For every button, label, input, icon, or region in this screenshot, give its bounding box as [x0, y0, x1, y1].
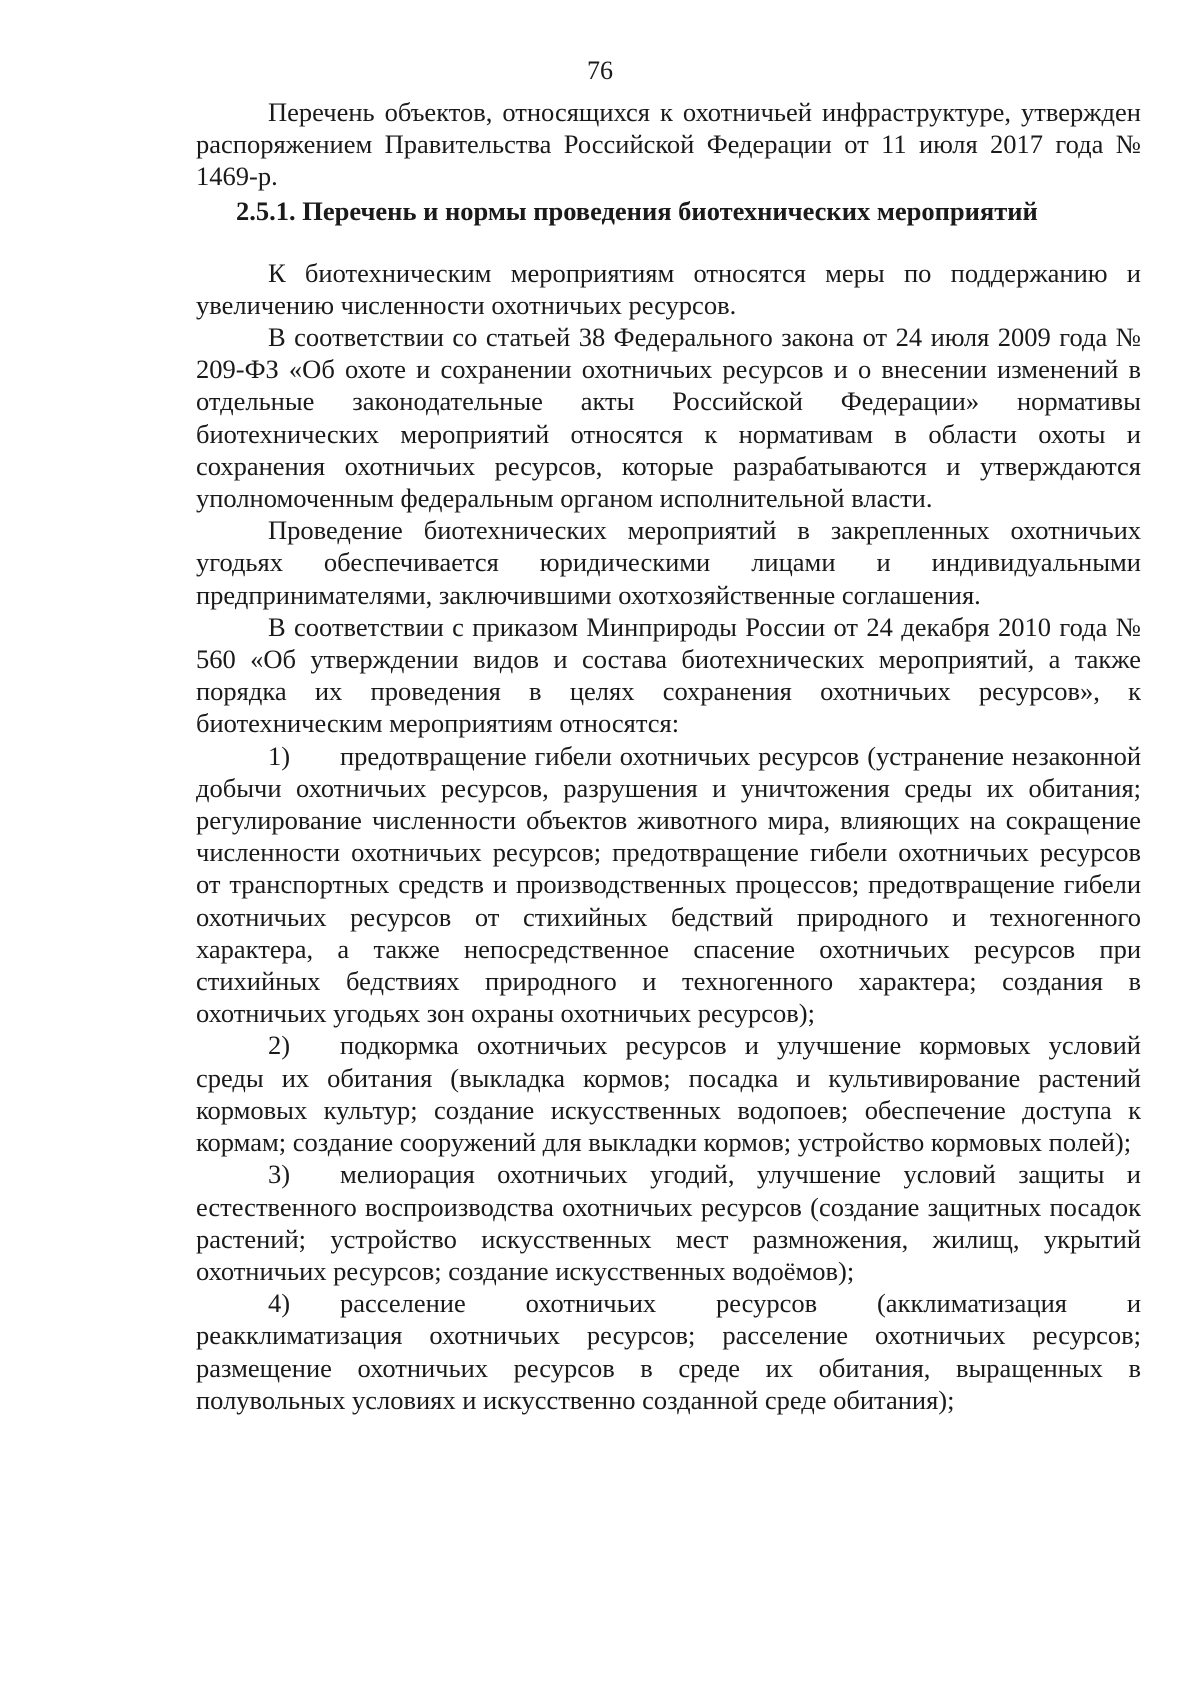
body-paragraph: В соответствии со статьей 38 Федерального закона от 24 июля 2009 года № 209-ФЗ «Об охоте и сохранении охотничьих ресурсов и о внесении изменений в отдельные законодательные акты Российской Федерации» нормативы биотехнических мероприятий относятся к нормативам в области охоты и сохранения охотничьих ресурсов, которые разрабатываются и утверждаются уполномоченным федеральным органом исполнительной власти.	[196, 322, 1141, 514]
body-paragraph: Проведение биотехнических мероприятий в закрепленных охотничьих угодьях обеспечивается юридическими лицами и индивидуальными предпринимателями, заключившими охотхозяйственные соглашения.	[196, 515, 1141, 610]
section-heading: 2.5.1. Перечень и нормы проведения биотехнических мероприятий	[236, 195, 1038, 226]
document-body	[196, 96, 1141, 1416]
body-paragraph: К биотехническим мероприятиям относятся меры по поддержанию и увеличению численности охотничьих ресурсов.	[196, 257, 1141, 320]
list-item	[196, 1029, 1141, 1158]
list-item-text: подкормка охотничьих ресурсов и улучшение кормовых условий среды их обитания (выкладка кормов; посадка и культивирование растений кормовых культур; создание искусственных водопоев; обеспечение доступа к кормам; создание сооружений для выкладки кормов; устройство кормовых полей);	[196, 1030, 1141, 1158]
body-paragraph: В соответствии с приказом Минприроды России от 24 декабря 2010 года № 560 «Об утверждении видов и состава биотехнических мероприятий, а также порядка их проведения в целях сохранения охотничьих ресурсов», к биотехническим мероприятиям относятся:	[196, 611, 1141, 739]
list-item-number: 4)	[268, 1288, 291, 1319]
list-item-number: 1)	[268, 740, 291, 771]
page-number: 76	[587, 56, 613, 85]
list-item	[196, 1287, 1141, 1416]
list-item-text: мелиорация охотничьих угодий, улучшение условий защиты и естественного воспроизводства охотничьих ресурсов (создание защитных посадок растений; устройство искусственных мест размножения, жилищ, укрытий охотничьих ресурсов; создание искусственных водоёмов);	[196, 1159, 1141, 1286]
list-item	[196, 1158, 1141, 1287]
list-item-text: расселение охотничьих ресурсов (акклиматизация и реакклиматизация охотничьих ресурсов; расселение охотничьих ресурсов; размещение охотничьих ресурсов в среде их обитания, выращенных в полувольных условиях и искусственно созданной среде обитания);	[196, 1288, 1141, 1415]
list-item-number: 2)	[268, 1030, 291, 1061]
list-item	[196, 740, 1141, 1030]
intro-paragraph: Перечень объектов, относящихся к охотничьей инфраструктуре, утвержден распоряжением Правительства Российской Федерации от 11 июля 2017 года № 1469-р.	[196, 97, 1141, 192]
list-item-number: 3)	[268, 1159, 291, 1190]
list-item-text: предотвращение гибели охотничьих ресурсов (устранение незаконной добычи охотничьих ресурсов, разрушения и уничтожения среды их обитания; регулирование численности объектов животного мира, влияющих на сокращение численности охотничьих ресурсов; предотвращение гибели охотничьих ресурсов от транспортных средств и производственных процессов; предотвращение гибели охотничьих ресурсов от стихийных бедствий природного и техногенного характера, а также непосредственное спасение охотничьих ресурсов при стихийных бедствиях природного и техногенного характера; создания в охотничьих угодьях зон охраны охотничьих ресурсов);	[196, 740, 1141, 1029]
